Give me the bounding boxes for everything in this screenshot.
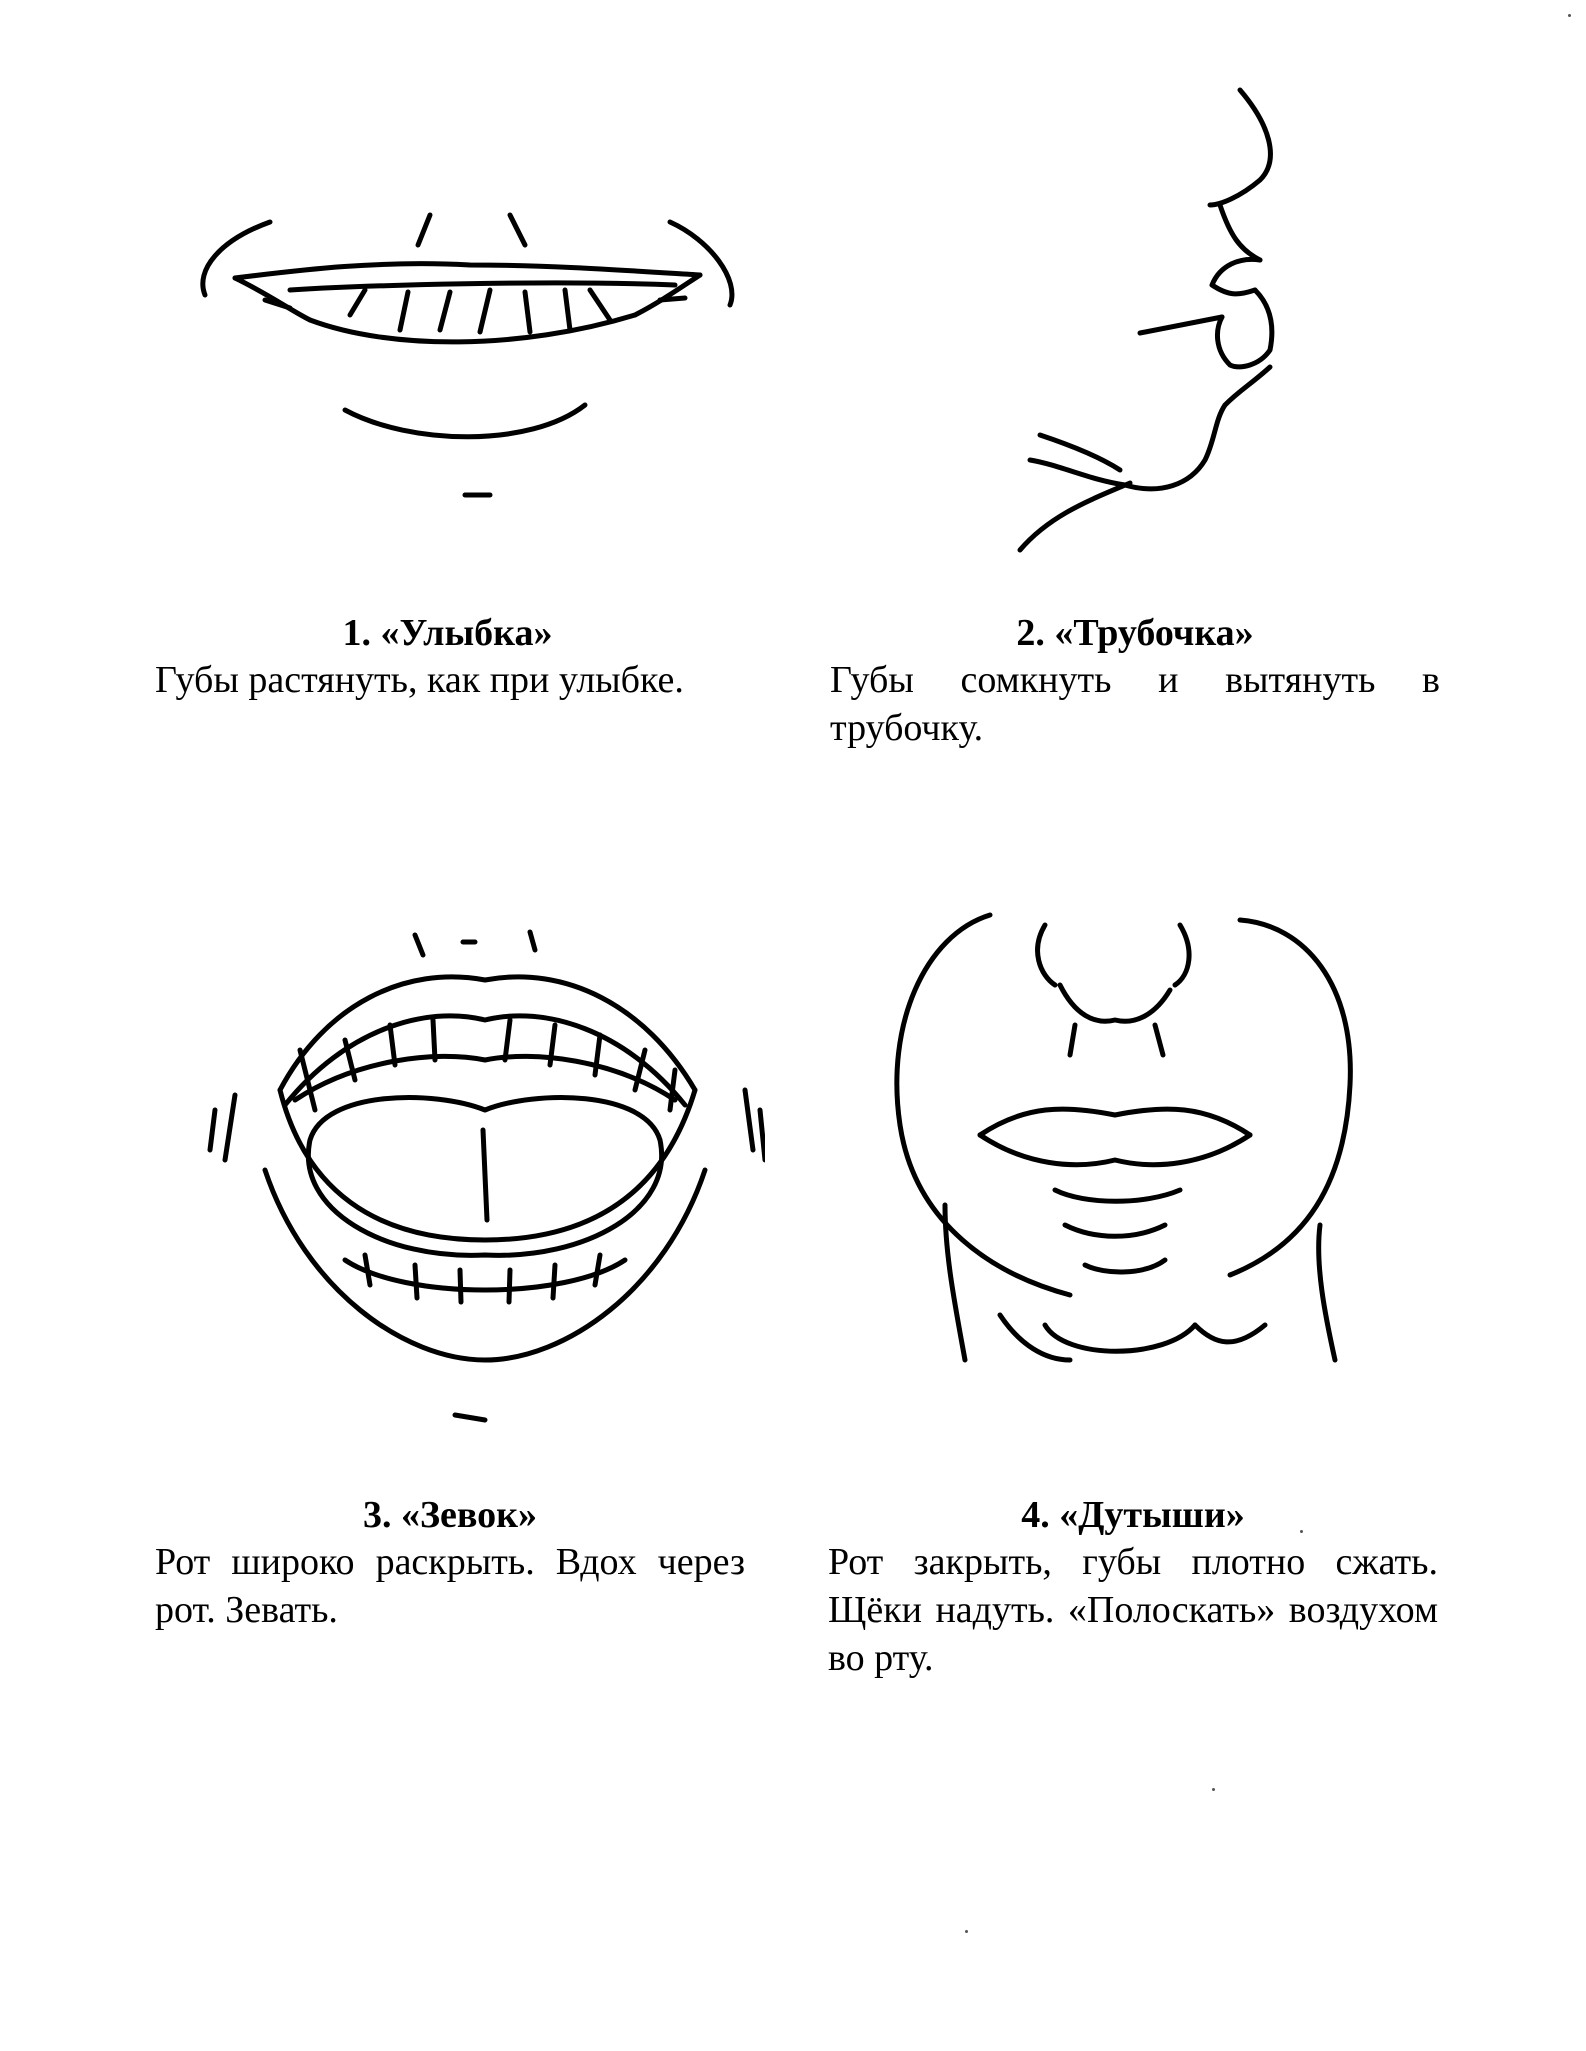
- tube-lips-profile-icon: [940, 85, 1330, 555]
- exercise-2-caption: [830, 610, 1440, 752]
- yawn-mouth-icon: [205, 910, 765, 1430]
- exercise-1-caption: [155, 610, 740, 704]
- exercise-1-title: 1. «Улыбка»: [342, 612, 553, 654]
- exercise-2-description: Губы сомкнуть и вытянуть в трубочку.: [830, 659, 1440, 749]
- scan-speck: [1212, 1788, 1215, 1791]
- exercise-4-description: Рот закрыть, губы плотно сжать. Щёки надуть. «Полоскать» воздухом во рту.: [828, 1541, 1438, 1679]
- scan-speck: [965, 1930, 968, 1933]
- exercise-3-description: Рот широко раскрыть. Вдох через рот. Зевать.: [155, 1541, 745, 1631]
- puffed-cheeks-icon: [845, 905, 1385, 1375]
- scan-speck: [1568, 14, 1571, 17]
- scan-speck: [1300, 1530, 1303, 1533]
- exercise-4-caption: [828, 1492, 1438, 1682]
- exercise-3-title: 3. «Зевок»: [362, 1494, 538, 1536]
- exercise-3-caption: [155, 1492, 745, 1634]
- exercise-1-description: Губы растянуть, как при улыбке.: [155, 659, 684, 701]
- smile-mouth-icon: [190, 180, 750, 520]
- exercise-2-title: 2. «Трубочка»: [1016, 612, 1254, 654]
- exercise-4-title: 4. «Дутыши»: [1021, 1494, 1245, 1536]
